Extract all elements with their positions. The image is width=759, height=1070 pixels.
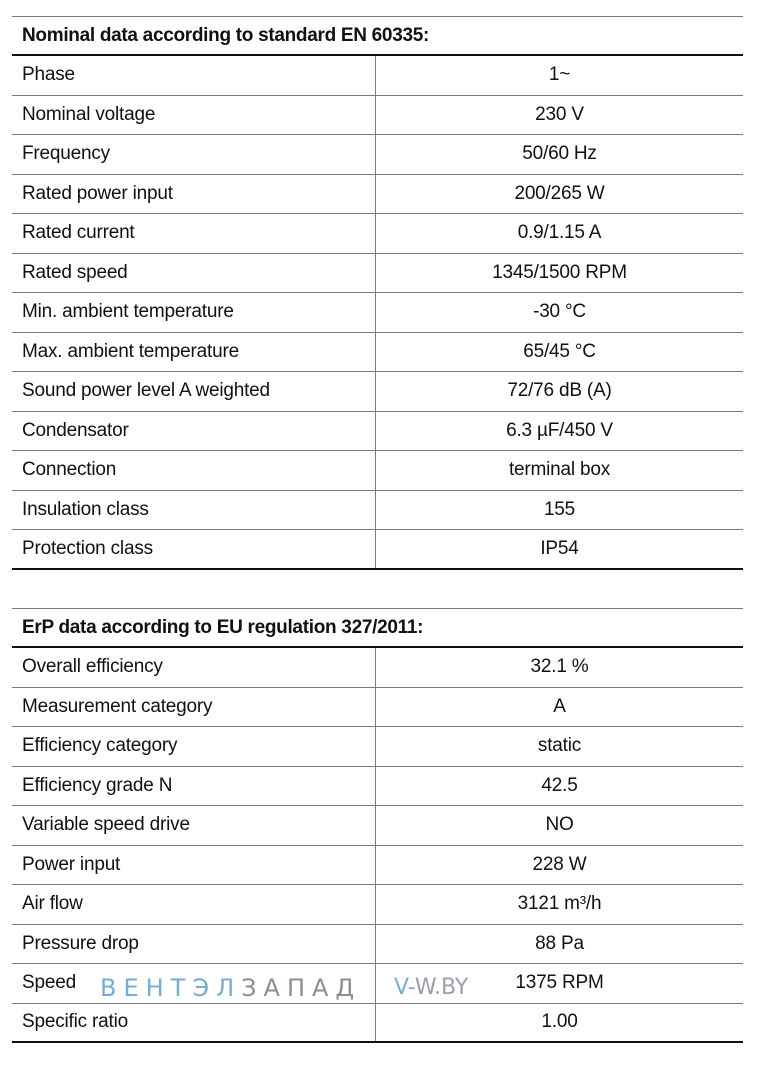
row-value: 1~ xyxy=(548,64,571,86)
row-value: -30 °C xyxy=(533,301,586,323)
table-row xyxy=(12,135,743,175)
row-label: Condensator xyxy=(12,412,376,451)
watermark-part-b: ЗАПАД xyxy=(241,974,362,1002)
row-label: Speed xyxy=(12,964,376,1003)
row-label: Pressure drop xyxy=(12,925,376,964)
row-label: Protection class xyxy=(12,530,376,568)
row-label: Efficiency category xyxy=(12,727,376,766)
row-label: Specific ratio xyxy=(12,1004,376,1042)
row-value: 155 xyxy=(543,498,576,520)
row-label: Power input xyxy=(12,846,376,885)
table-row xyxy=(12,491,743,531)
row-value: 42.5 xyxy=(541,774,578,796)
row-label: Variable speed drive xyxy=(12,806,376,845)
table-row xyxy=(12,925,743,965)
table-row xyxy=(12,254,743,294)
row-value: static xyxy=(537,735,582,757)
row-value: 32.1 % xyxy=(530,656,589,678)
nominal-table-title: Nominal data according to standard EN 60335: xyxy=(12,16,743,56)
row-value: 1345/1500 RPM xyxy=(492,261,627,283)
row-label: Sound power level A weighted xyxy=(12,372,376,411)
table-row xyxy=(12,846,743,886)
row-value: A xyxy=(553,695,566,717)
table-row xyxy=(12,727,743,767)
table-row xyxy=(12,372,743,412)
row-value: 6.3 µF/450 V xyxy=(506,419,613,441)
watermark-part-a: ВЕНТЭЛ xyxy=(100,974,242,1002)
row-value: NO xyxy=(545,814,574,836)
table-row xyxy=(12,214,743,254)
table-row xyxy=(12,767,743,807)
row-label: Phase xyxy=(12,56,376,95)
row-label: Rated speed xyxy=(12,254,376,293)
row-label: Efficiency grade N xyxy=(12,767,376,806)
table-row xyxy=(12,648,743,688)
watermark-logo xyxy=(100,974,361,1002)
table-row xyxy=(12,530,743,570)
row-value: 3121 m³/h xyxy=(517,893,602,915)
row-value: terminal box xyxy=(508,459,611,481)
table-row xyxy=(12,451,743,491)
row-value: 0.9/1.15 A xyxy=(517,222,602,244)
row-label: Nominal voltage xyxy=(12,96,376,135)
row-value: 1375 RPM xyxy=(515,972,604,994)
nominal-data-table xyxy=(12,16,743,570)
table-row xyxy=(12,333,743,373)
row-label: Rated current xyxy=(12,214,376,253)
row-label: Overall efficiency xyxy=(12,648,376,687)
row-value: 50/60 Hz xyxy=(522,143,597,165)
nominal-rows xyxy=(12,56,743,570)
row-label: Insulation class xyxy=(12,491,376,530)
row-label: Connection xyxy=(12,451,376,490)
table-row xyxy=(12,885,743,925)
row-value: 228 W xyxy=(532,853,587,875)
table-row xyxy=(12,96,743,136)
watermark-domain-b: W.BY xyxy=(414,975,469,1000)
table-row xyxy=(12,175,743,215)
row-label: Min. ambient temperature xyxy=(12,293,376,332)
table-row xyxy=(12,412,743,452)
table-row xyxy=(12,293,743,333)
row-value: 1.00 xyxy=(541,1011,578,1033)
table-row xyxy=(12,688,743,728)
table-row xyxy=(12,806,743,846)
row-label: Max. ambient temperature xyxy=(12,333,376,372)
table-row xyxy=(12,1004,743,1044)
row-label: Frequency xyxy=(12,135,376,174)
row-value: IP54 xyxy=(540,537,579,559)
watermark-domain xyxy=(394,975,468,1000)
row-label: Measurement category xyxy=(12,688,376,727)
table-row xyxy=(12,56,743,96)
row-label: Rated power input xyxy=(12,175,376,214)
row-value: 72/76 dB (A) xyxy=(507,380,612,402)
row-value: 200/265 W xyxy=(514,182,605,204)
watermark-domain-a: V- xyxy=(394,975,415,1000)
row-label: Air flow xyxy=(12,885,376,924)
row-value: 88 Pa xyxy=(535,932,584,954)
row-value: 230 V xyxy=(535,103,584,125)
row-value: 65/45 °C xyxy=(523,340,596,362)
erp-table-title: ErP data according to EU regulation 327/2011: xyxy=(12,608,743,648)
